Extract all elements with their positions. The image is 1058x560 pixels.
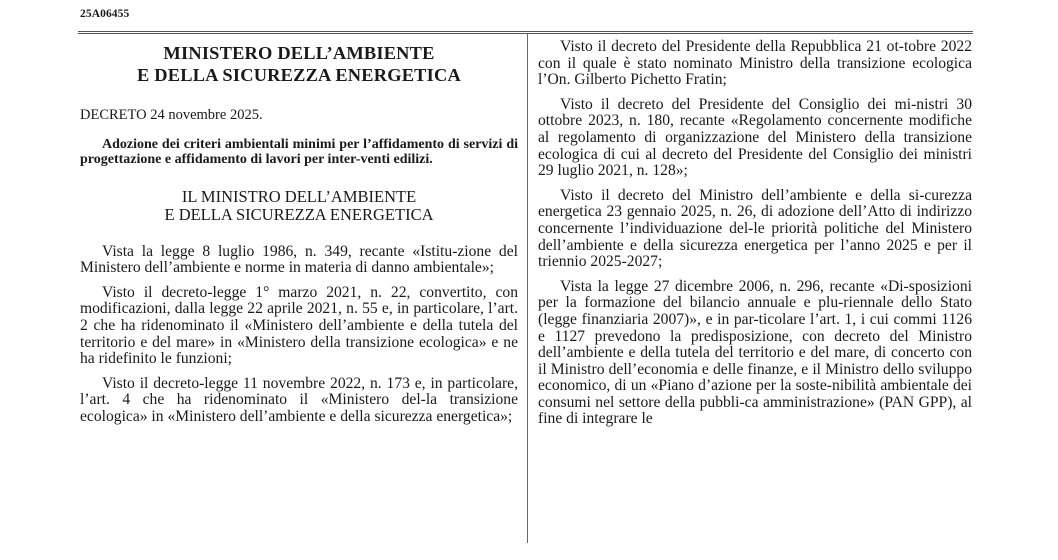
right-column bbox=[538, 39, 972, 436]
ministry-title-line1: MINISTERO DELL’AMBIENTE bbox=[163, 43, 435, 63]
paragraph: Visto il decreto del Presidente della Repubblica 21 ot-tobre 2022 con il quale è stato nominato Ministro della transizione ecologica l’On. Gilberto Pichetto Fratin; bbox=[538, 38, 972, 89]
paragraph: Visto il decreto-legge 1° marzo 2021, n. 22, convertito, con modificazioni, dalla legge 22 aprile 2021, n. 55 e, in particolare, l’art. 2 che ha ridenominato il «Ministero dell’ambiente e della tutela del territorio e del mare» in «Ministero della transizione ecologica» e ne ha ridefinito le funzioni; bbox=[80, 283, 518, 368]
ministry-title bbox=[80, 42, 518, 86]
minister-heading-line2: E DELLA SICUREZZA ENERGETICA bbox=[164, 204, 434, 224]
column-divider bbox=[527, 34, 528, 543]
ministry-title-line2: E DELLA SICUREZZA ENERGETICA bbox=[137, 65, 461, 85]
paragraph: Vista la legge 27 dicembre 2006, n. 296, recante «Di-sposizioni per la formazione del bilancio annuale e plu-riennale dello Stato (legge finanziaria 2007)», e in par-ticolare l’art. 1, i cui commi 1126 e 1127 prevedono la predisposizione, con decreto del Ministro dell’ambiente e della tutela del territorio e del mare, di concerto con il Ministro dell’economia e delle finanze, e il Ministro dello sviluppo economico, di un «Piano d’azione per la soste-nibilità ambientale dei consumi nel settore della pubbli-ca amministrazione» (PAN GPP), al fine di integrare le bbox=[538, 277, 972, 428]
paragraph: Visto il decreto-legge 11 novembre 2022, n. 173 e, in particolare, l’art. 4 che ha ridenominato il «Ministero del-la transizione ecologica» in «Ministero dell’ambiente e della sicurezza energetica»; bbox=[80, 374, 518, 425]
decree-date: DECRETO 24 novembre 2025. bbox=[80, 107, 263, 123]
decree-subject: Adozione dei criteri ambientali minimi per l’affidamento di servizi di progettazione e affidamento di lavori per inter-venti edilizi. bbox=[80, 136, 518, 167]
document-id: 25A06455 bbox=[80, 8, 130, 20]
minister-heading bbox=[80, 188, 518, 224]
paragraph: Visto il decreto del Presidente del Consiglio dei mi-nistri 30 ottobre 2023, n. 180, recante «Regolamento concernente modifiche al regolamento di organizzazione del Ministero della transizione ecologica di cui al decreto del Presidente del Consiglio dei ministri 29 luglio 2021, n. 128»; bbox=[538, 95, 972, 180]
minister-heading-line1: IL MINISTRO DELL’AMBIENTE bbox=[181, 186, 417, 206]
header-double-rule bbox=[78, 31, 973, 34]
paragraph: Vista la legge 8 luglio 1986, n. 349, recante «Istitu-zione del Ministero dell’ambiente e norme in materia di danno ambientale»; bbox=[80, 242, 518, 277]
paragraph: Visto il decreto del Ministro dell’ambiente e della si-curezza energetica 23 gennaio 2025, n. 26, di adozione dell’Atto di indirizzo concernente l’individuazione del-le priorità politiche del Ministero dell’ambiente e della sicurezza energetica per l’anno 2025 e per il triennio 2025-2027; bbox=[538, 186, 972, 271]
left-column bbox=[80, 42, 518, 434]
